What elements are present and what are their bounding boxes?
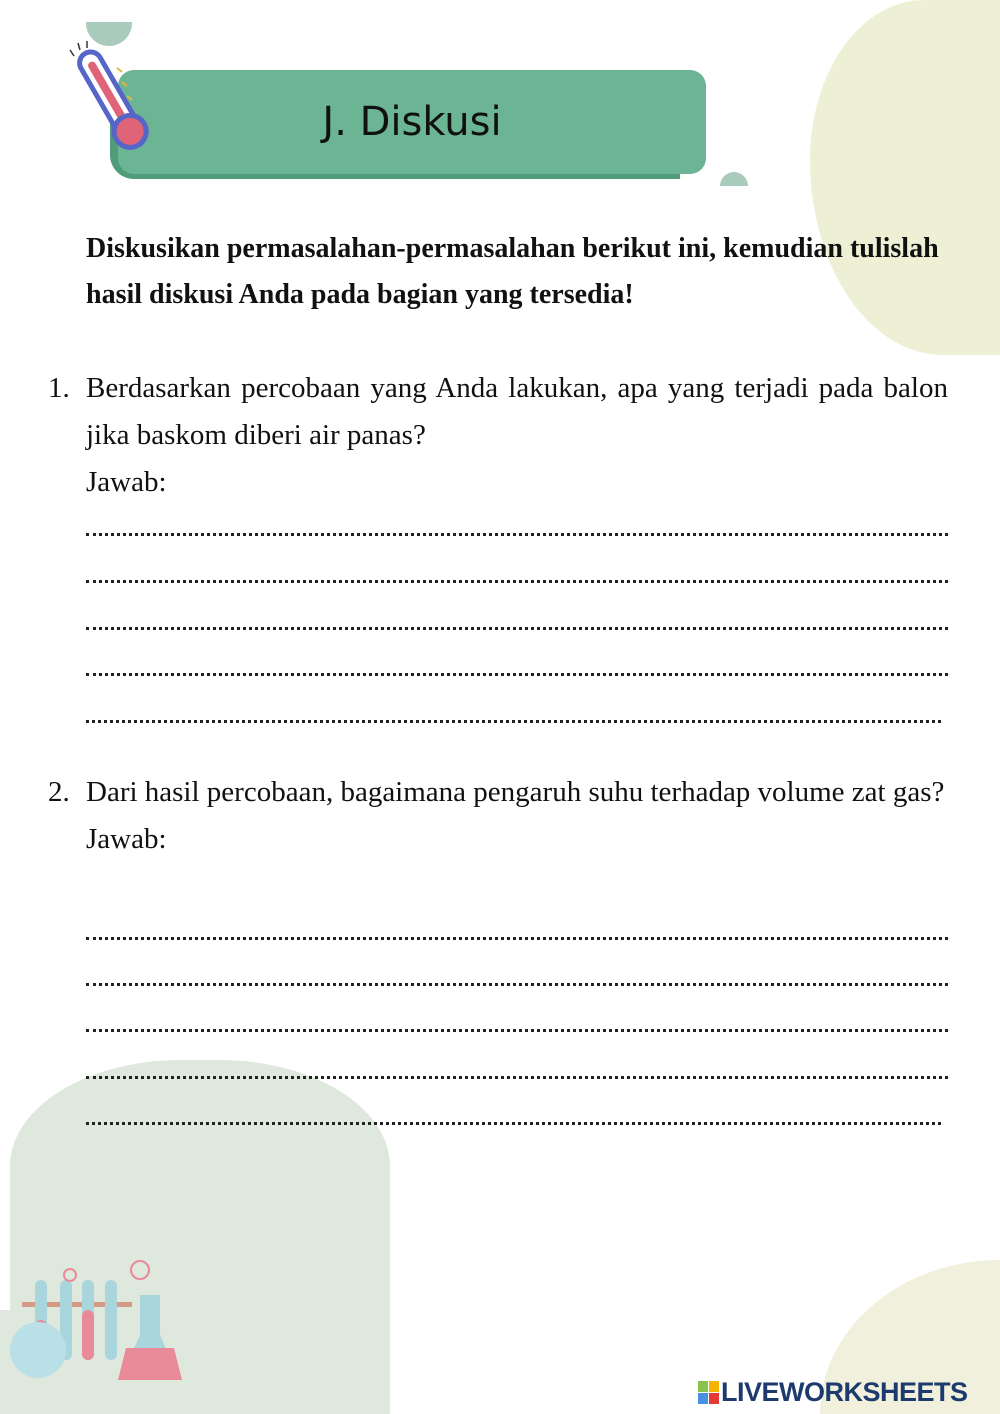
answer-line[interactable] — [86, 720, 941, 723]
answer-line[interactable] — [86, 983, 948, 986]
question-text: Dari hasil percobaan, bagaimana pengaruh suhu terhadap volume zat gas? — [86, 776, 945, 808]
lab-glassware-illustration — [0, 1260, 190, 1390]
logo-mark-icon — [698, 1381, 719, 1404]
page-title: J. Diskusi — [322, 99, 502, 145]
answer-line[interactable] — [86, 1076, 948, 1079]
answer-line[interactable] — [86, 1122, 941, 1125]
question-1 — [48, 365, 948, 506]
answer-line[interactable] — [86, 937, 948, 940]
question-number: 2. — [48, 776, 70, 808]
answer-line[interactable] — [86, 580, 948, 583]
question-2 — [48, 769, 948, 863]
answer-line[interactable] — [86, 627, 948, 630]
thermometer-icon — [62, 38, 162, 163]
decorative-circle — [720, 172, 748, 186]
brand-name: LIVEWORKSHEETS — [721, 1377, 968, 1407]
answer-label: Jawab: — [86, 466, 167, 498]
answer-line[interactable] — [86, 1029, 948, 1032]
answer-line[interactable] — [86, 673, 948, 676]
answer-label: Jawab: — [86, 823, 167, 855]
answer-line[interactable] — [86, 533, 948, 536]
question-text: Berdasarkan percobaan yang Anda lakukan, apa yang terjadi pada balon jika baskom diberi air panas? — [86, 372, 948, 451]
instructions: Diskusikan permasalahan-permasalahan berikut ini, kemudian tulislah hasil diskusi Anda pada bagian yang tersedia! — [86, 233, 939, 310]
liveworksheets-logo — [698, 1376, 994, 1408]
question-number: 1. — [48, 372, 70, 404]
